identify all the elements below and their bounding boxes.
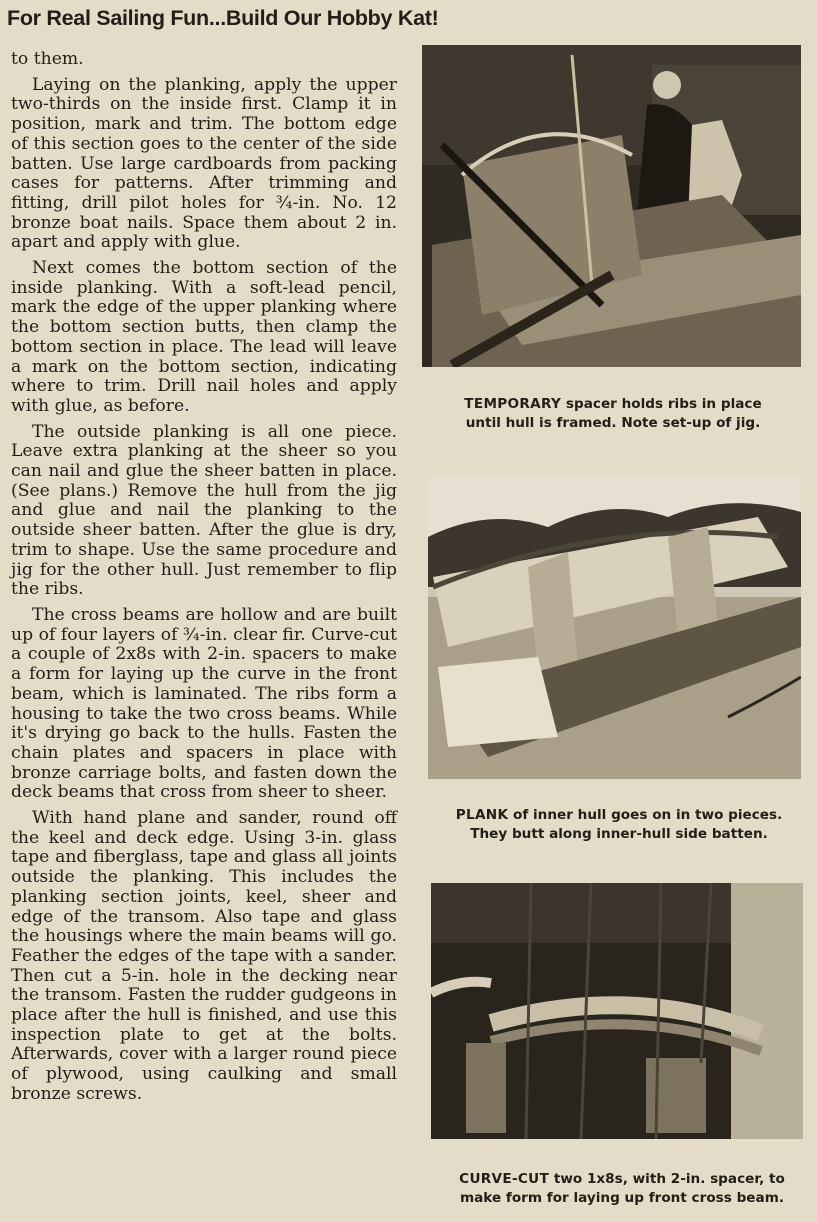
caption-text: of inner hull goes on in two pieces. [508,807,783,823]
article-body [11,50,397,1111]
curve-cut-form-photo [431,883,803,1139]
article-paragraph: Next comes the bottom section of the inside planking. With a soft-lead pencil, mark the edge of the upper planking where the bottom section butts, then clamp the bottom section in place. The lead will leave a mark on the bottom section, indicating where to trim. Drill nail holes and apply with glue, as before. [11,258,397,416]
article-paragraph: to them. [11,49,84,69]
caption-lead: PLANK [455,807,509,823]
caption-text: until hull is framed. Note set-up of jig. [465,415,761,431]
figure-caption [427,1170,817,1208]
caption-lead: CURVE-CUT [459,1171,550,1187]
article-paragraph: With hand plane and sander, round off the keel and deck edge. Using 3-in. glass tape and fiberglass, tape and glass all joints outside the planking. This includes the planking section joints, keel, sheer and edge of the transom. Also tape and glass the housings where the main beams will go. Feather the edges of the tape with a sander. Then cut a 5-in. hole in the decking near the transom. Fasten the rudder gudgeons in place after the hull is finished, and use this inspection plate to get at the bolts. Afterwards, cover with a larger round piece of plywood, using caulking and small bronze screws. [11,808,397,1104]
workshop-jig-photo [422,45,801,367]
caption-text: two 1x8s, with 2-in. spacer, to [549,1171,785,1187]
caption-text: make form for laying up front cross beam. [459,1190,785,1206]
article-paragraph: Laying on the planking, apply the upper two-thirds on the inside first. Clamp it in position, mark and trim. The bottom edge of this section goes to the center of the side batten. Use large cardboards from packing cases for patterns. After trimming and fitting, drill pilot holes for ¾-in. No. 12 bronze boat nails. Space them about 2 in. apart and apply with glue. [11,74,397,253]
article-headline: For Real Sailing Fun...Build Our Hobby Kat! [7,6,439,30]
article-paragraph: The outside planking is all one piece. Leave extra planking at the sheer so you can nail and glue the sheer batten in place. (See plans.) Remove the hull from the jig and glue and nail the planking to the outside sheer batten. After the glue is dry, trim to shape. Use the same procedure and jig for the other hull. Just remember to flip the ribs. [11,421,397,600]
caption-lead: TEMPORARY [464,396,562,412]
caption-text: spacer holds ribs in place [561,396,762,412]
figure-caption [424,806,814,844]
figure-caption [418,395,808,433]
caption-text: They butt along inner-hull side batten. [470,826,768,842]
hull-frame-photo [428,477,801,779]
article-paragraph: The cross beams are hollow and are built up of four layers of ¾-in. clear fir. Curve-cut a couple of 2x8s with 2-in. spacers to make a form for laying up the curve in the front beam, which is laminated. The ribs form a housing to take the two cross beams. While it's drying go back to the hulls. Fasten the chain plates and spacers in place with bronze carriage bolts, and fasten down the deck beams that cross from sheer to sheer. [11,604,397,803]
